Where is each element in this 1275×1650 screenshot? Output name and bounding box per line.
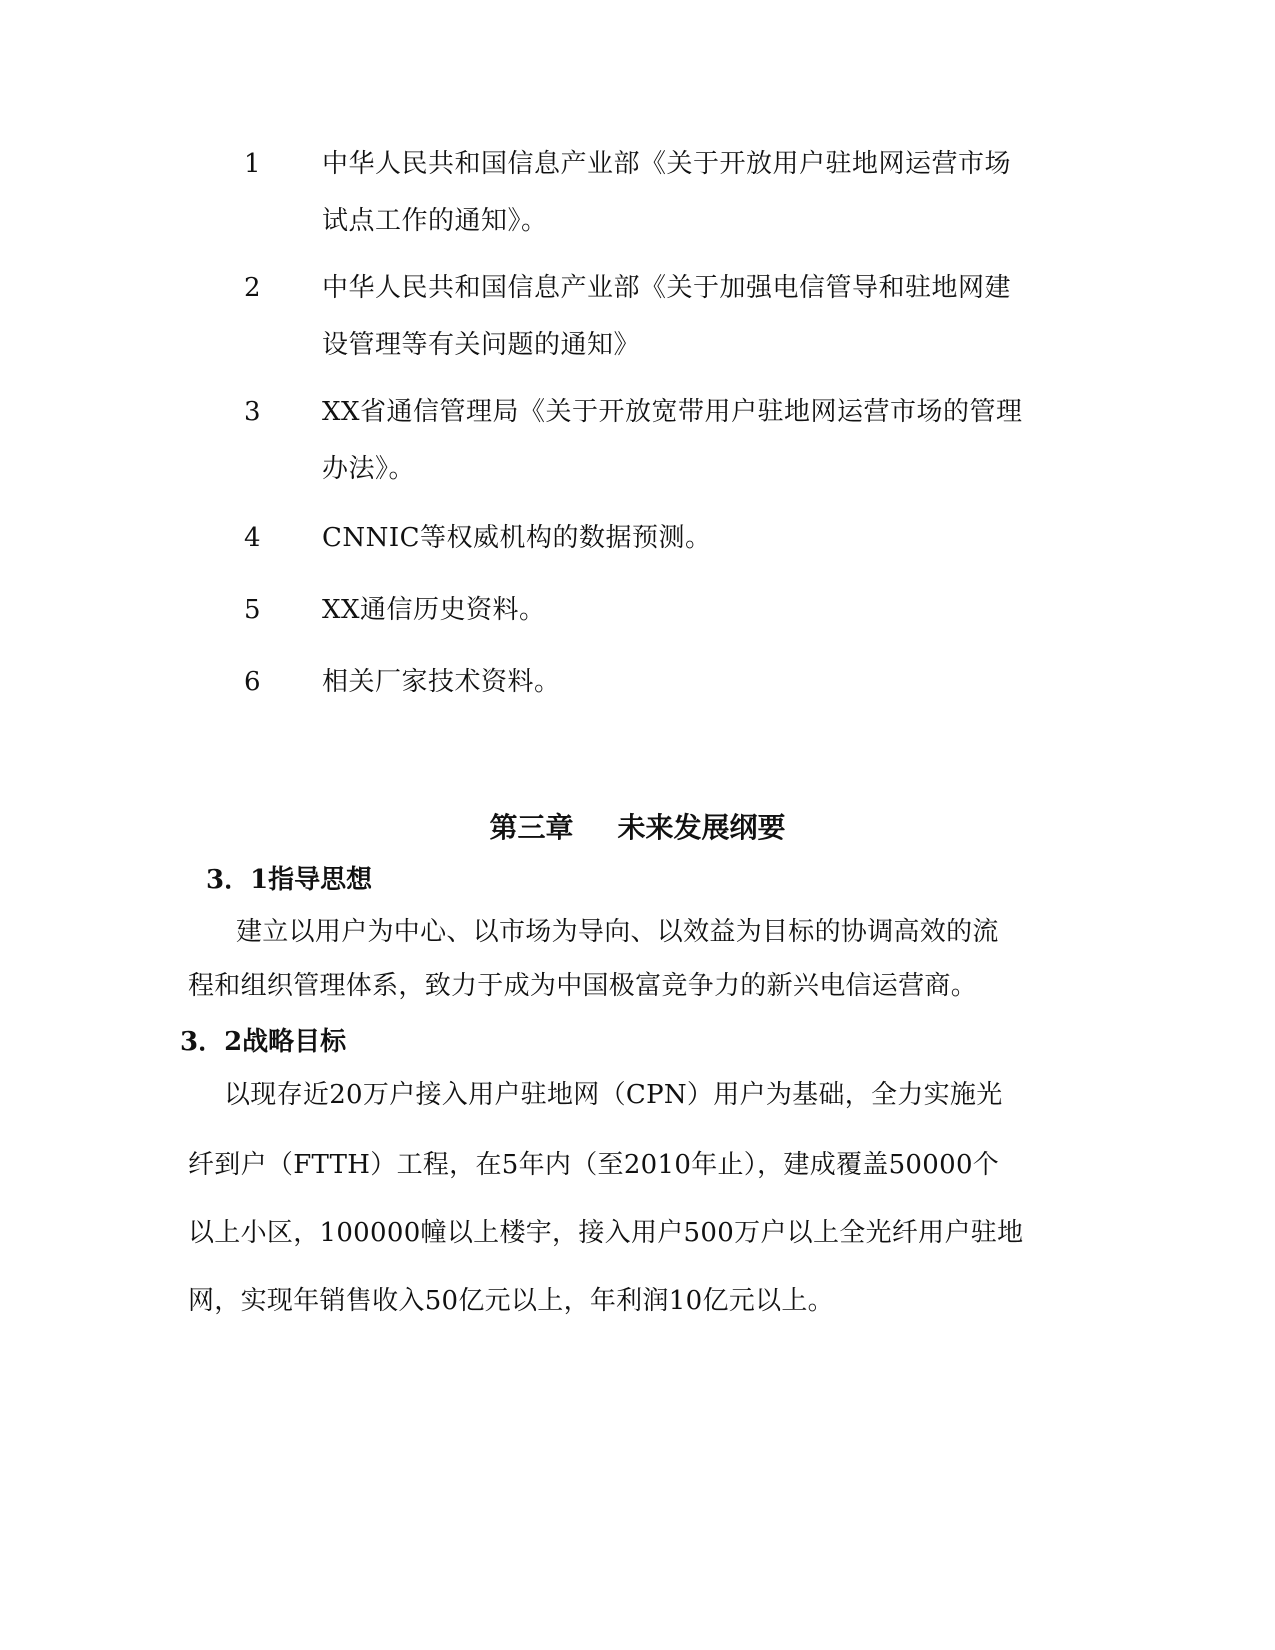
reference-item-2 xyxy=(244,260,1084,374)
chapter-label: 第三章 xyxy=(489,811,574,844)
reference-text xyxy=(322,260,1097,374)
reference-line: 办法》。 xyxy=(322,454,416,484)
section-paragraph-3-2 xyxy=(188,1075,1088,1335)
reference-number: 6 xyxy=(244,667,261,697)
reference-item-4 xyxy=(244,510,1084,567)
reference-item-6 xyxy=(244,654,1084,711)
reference-number: 3 xyxy=(244,397,261,427)
reference-text xyxy=(322,384,1097,498)
section-paragraph-3-1 xyxy=(188,912,1088,1022)
paragraph-line: 纤到户（FTTH）工程，在5年内（至2010年止），建成覆盖50000个 xyxy=(188,1150,1000,1180)
paragraph-line: 网，实现年销售收入50亿元以上，年利润10亿元以上。 xyxy=(188,1286,834,1316)
reference-text xyxy=(322,136,1097,250)
reference-item-1 xyxy=(244,136,1084,250)
paragraph-line: 程和组织管理体系，致力于成为中国极富竞争力的新兴电信运营商。 xyxy=(188,971,978,1001)
paragraph-line: 以上小区，100000幢以上楼宇，接入用户500万户以上全光纤用户驻地 xyxy=(188,1218,1024,1248)
reference-line: XX省通信管理局《关于开放宽带用户驻地网运营市场的管理 xyxy=(322,397,1023,427)
reference-number: 5 xyxy=(244,595,261,625)
chapter-heading xyxy=(0,808,1275,848)
reference-text xyxy=(322,510,1097,567)
reference-line: CNNIC等权威机构的数据预测。 xyxy=(322,523,712,553)
reference-line: XX通信历史资料。 xyxy=(322,595,546,625)
reference-item-3 xyxy=(244,384,1084,498)
reference-text xyxy=(322,582,1097,639)
section-heading-3-1: 3．1指导思想 xyxy=(206,865,373,895)
reference-line: 设管理等有关问题的通知》 xyxy=(322,330,641,360)
reference-item-5 xyxy=(244,582,1084,639)
reference-number: 4 xyxy=(244,523,261,553)
reference-line: 中华人民共和国信息产业部《关于开放用户驻地网运营市场 xyxy=(322,149,1012,179)
reference-line: 相关厂家技术资料。 xyxy=(322,667,561,697)
chapter-title: 未来发展纲要 xyxy=(617,811,786,844)
reference-number: 2 xyxy=(244,273,261,303)
reference-line: 试点工作的通知》。 xyxy=(322,206,548,236)
reference-text xyxy=(322,654,1097,711)
reference-number: 1 xyxy=(244,149,261,179)
paragraph-line: 以现存近20万户接入用户驻地网（CPN）用户为基础，全力实施光 xyxy=(224,1080,1003,1110)
paragraph-line: 建立以用户为中心、以市场为导向、以效益为目标的协调高效的流 xyxy=(236,917,999,947)
reference-line: 中华人民共和国信息产业部《关于加强电信管导和驻地网建 xyxy=(322,273,1012,303)
section-heading-3-2: 3．2战略目标 xyxy=(180,1027,347,1057)
